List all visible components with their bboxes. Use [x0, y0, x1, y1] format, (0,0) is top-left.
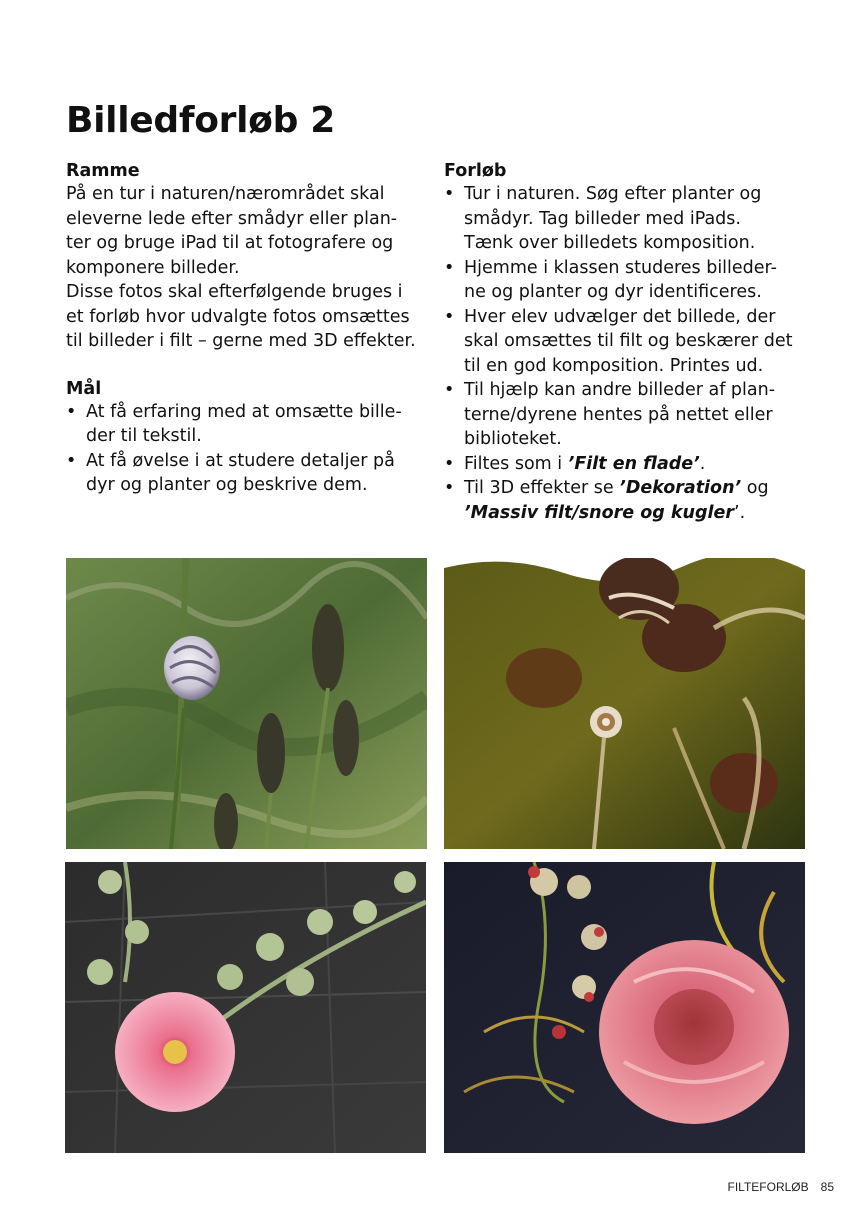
- ramme-line: ter og bruge iPad til at fotografere og: [66, 233, 394, 253]
- ramme-line: På en tur i naturen/nærområdet skal: [66, 184, 385, 204]
- hollyhock-photo: [65, 862, 426, 1153]
- forloeb-list: [444, 182, 816, 525]
- list-item: • Filtes som i ’Filt en flade’.: [444, 452, 816, 477]
- list-item: • Tur i naturen. Søg efter planter og smådyr. Tag billeder med iPads. Tænk over billedets komposition.: [444, 182, 816, 256]
- list-item: • Til hjælp kan andre billeder af plan- terne/dyrene hentes på nettet eller biblioteket.: [444, 378, 816, 452]
- list-item: • At få erfaring med at omsætte bille- der til tekstil.: [66, 400, 428, 449]
- reference-massiv-filt: ’Massiv filt/snore og kugler: [464, 502, 734, 523]
- page-footer: [728, 1180, 834, 1194]
- ramme-text: [66, 182, 428, 354]
- list-item: • Til 3D effekter se ’Dekoration’ og ’Massiv filt/snore og kugler’.: [444, 476, 816, 525]
- ramme-line: til billeder i filt – gerne med 3D effekter.: [66, 331, 416, 351]
- reference-filt-en-flade: ’Filt en flade’: [567, 453, 700, 474]
- snail-photo: [66, 558, 427, 849]
- ramme-line: komponere billeder.: [66, 257, 240, 278]
- list-item: • Hjemme i klassen studeres billeder- ne og planter og dyr identificeres.: [444, 256, 816, 305]
- maal-heading: Mål: [66, 378, 102, 399]
- ramme-line: et forløb hvor udvalgte fotos omsættes: [66, 306, 410, 327]
- felted-snail-photo: [444, 558, 805, 849]
- left-column: [66, 160, 428, 498]
- list-item: • Hver elev udvælger det billede, der skal omsættes til filt og beskærer det til en god komposition. Printes ud.: [444, 305, 816, 379]
- ramme-heading: Ramme: [66, 161, 140, 181]
- list-item: • At få øvelse i at studere detaljer på dyr og planter og beskrive dem.: [66, 449, 428, 498]
- ramme-line: eleverne lede efter smådyr eller plan-: [66, 208, 398, 229]
- felted-hollyhock-photo: [444, 862, 805, 1153]
- right-column: [444, 160, 816, 525]
- maal-list: [66, 400, 428, 498]
- footer-section: FILTEFORLØB: [727, 1180, 809, 1194]
- ramme-line: Disse fotos skal efterfølgende bruges i: [66, 282, 403, 302]
- page-number: 85: [820, 1180, 834, 1194]
- page-title: Billedforløb 2: [66, 100, 336, 141]
- reference-dekoration: ’Dekoration’: [619, 478, 742, 498]
- forloeb-heading: Forløb: [444, 161, 507, 181]
